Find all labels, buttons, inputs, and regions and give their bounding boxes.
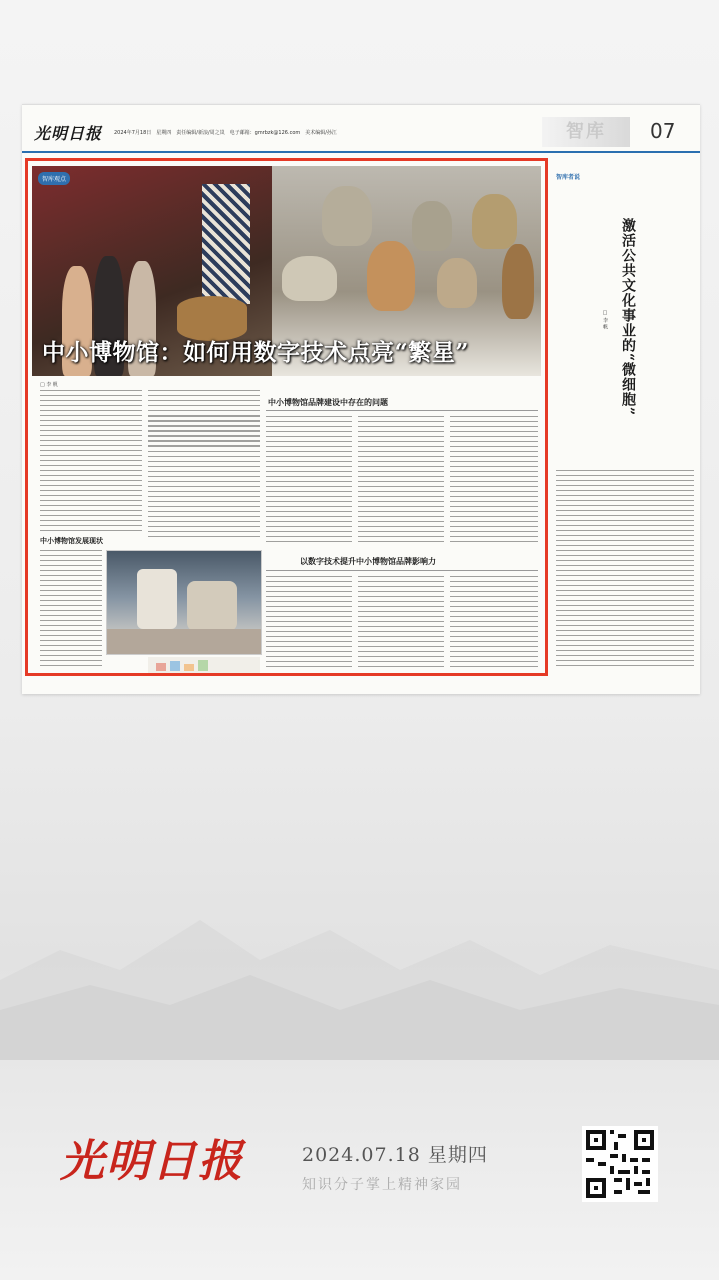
ceramic-jar (412, 201, 452, 251)
subhead-digital: 以数字技术提升中小博物馆品牌影响力 (300, 556, 436, 566)
body-text (148, 416, 260, 540)
body-text (358, 576, 444, 670)
qr-code-icon (586, 1130, 654, 1198)
body-text (450, 576, 538, 670)
feature-photo (32, 166, 541, 376)
footer-slogan: 知识分子掌上精神家园 (302, 1177, 462, 1193)
ceramic-jar (282, 256, 337, 301)
ceramic-jar (472, 194, 517, 249)
body-text (358, 416, 444, 546)
masthead (22, 105, 700, 153)
ink-mountain-decoration (0, 860, 719, 1060)
qr-code[interactable] (582, 1126, 658, 1202)
ceramic-vase (502, 244, 534, 319)
body-text (450, 416, 538, 546)
ceramic-jar (322, 186, 372, 246)
page-number: 07 (650, 119, 676, 143)
column-body-text (556, 470, 694, 670)
section-name: 智库 (542, 117, 630, 147)
masthead-meta: 2024年7月18日 星期四 责任编辑/新浪/周之岚 电子邮箱：gmrbzk@126.com 美术编辑/孙江 (114, 130, 337, 136)
masthead-logo: 光明日报 (34, 124, 103, 143)
column-title: 激活公共文化事业的“微细胞” (620, 218, 636, 417)
body-text (266, 576, 352, 670)
feature-headline: 中小博物馆：如何用数字技术点亮“繁星” (42, 339, 469, 366)
tapestry-exhibit (202, 184, 250, 304)
ceramic-jar (437, 258, 477, 308)
body-text (266, 416, 352, 546)
feature-byline: □ 李 帆 (40, 382, 58, 388)
subhead-problems: 中小博物馆品牌建设中存在的问题 (268, 397, 388, 407)
subhead-status: 中小博物馆发展现状 (40, 536, 103, 545)
column-badge: 智库者说 (556, 174, 581, 181)
ceramic-jar (367, 241, 415, 311)
body-text (40, 550, 102, 670)
footer-logo: 光明日报 (60, 1136, 244, 1187)
column-byline: □ 李 帆 (602, 310, 608, 330)
column-badge: 智库观点 (38, 172, 70, 185)
infographic-charts (148, 657, 260, 673)
museum-exhibit-photo (106, 550, 262, 655)
intro-text (40, 390, 142, 532)
footer-date: 2024.07.18 星期四 (302, 1144, 488, 1166)
